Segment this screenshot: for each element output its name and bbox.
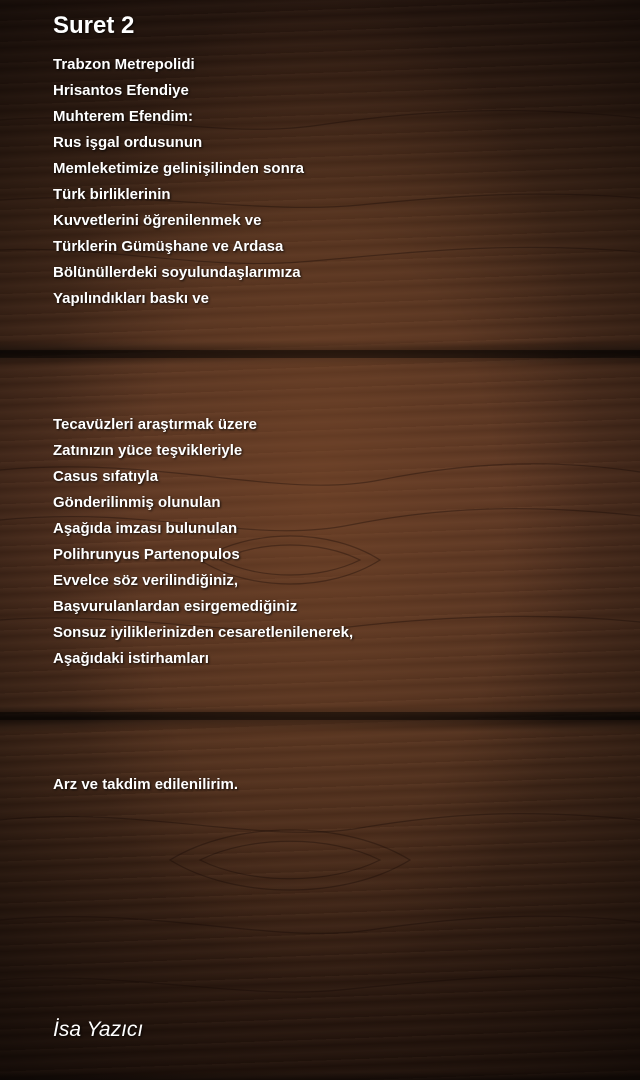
poem-line: Arz ve takdim edilenilirim. bbox=[53, 776, 239, 793]
poem-line: Rus işgal ordusunun bbox=[53, 134, 203, 151]
poem-line: Türk birliklerinin bbox=[53, 186, 171, 203]
poem-line: Sonsuz iyiliklerinizden cesaretlenilenerek, bbox=[53, 624, 354, 641]
poem-line: Kuvvetlerini öğrenilenmek ve bbox=[53, 212, 262, 229]
poem-line: Zatınızın yüce teşvikleriyle bbox=[53, 442, 243, 459]
poem-line: Memleketimize gelinişilinden sonra bbox=[53, 160, 304, 177]
poem-stanza-3 bbox=[53, 772, 238, 798]
poem-line: Türklerin Gümüşhane ve Ardasa bbox=[53, 238, 284, 255]
poem-line: Bölünüllerdeki soyulundaşlarımıza bbox=[53, 264, 301, 281]
poem-line: Polihrunyus Partenopulos bbox=[53, 546, 240, 563]
poem-line: Evvelce söz verilindiğiniz, bbox=[53, 572, 239, 589]
poem-line: Muhterem Efendim: bbox=[53, 108, 194, 125]
poem-stanza-1 bbox=[53, 52, 304, 312]
poem-line: Trabzon Metrepolidi bbox=[53, 56, 195, 73]
poem-title: Suret 2 bbox=[53, 12, 135, 39]
poem-line: Aşağıda imzası bulunulan bbox=[53, 520, 238, 537]
poem-line: Aşağıdaki istirhamları bbox=[53, 650, 209, 667]
poem-stanza-2 bbox=[53, 412, 353, 672]
poem-line: Gönderilinmiş olunulan bbox=[53, 494, 221, 511]
poem-line: Yapılındıkları baskı ve bbox=[53, 290, 209, 307]
poem-line: Casus sıfatıyla bbox=[53, 468, 159, 485]
poem-line: Başvurulanlardan esirgemediğiniz bbox=[53, 598, 298, 615]
poem-author: İsa Yazıcı bbox=[53, 1018, 144, 1041]
poem-line: Hrisantos Efendiye bbox=[53, 82, 189, 99]
poem-line: Tecavüzleri araştırmak üzere bbox=[53, 416, 258, 433]
